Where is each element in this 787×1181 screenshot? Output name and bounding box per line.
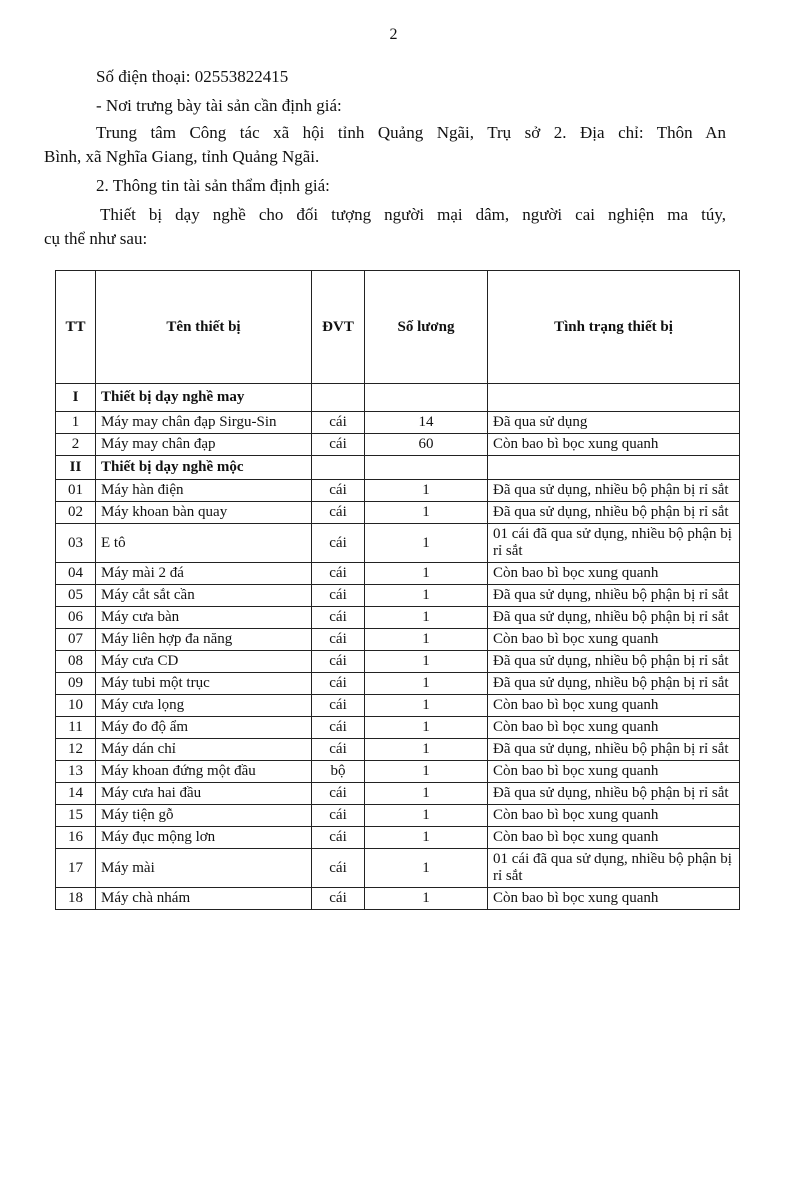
row-number: 04 (56, 563, 96, 585)
empty-cell (365, 456, 488, 480)
section-row (56, 384, 740, 412)
unit: cái (312, 651, 365, 673)
quantity: 1 (365, 805, 488, 827)
row-number: 09 (56, 673, 96, 695)
condition: Đã qua sử dụng, nhiều bộ phận bị rỉ sắt (488, 585, 740, 607)
quantity: 1 (365, 585, 488, 607)
quantity: 1 (365, 524, 488, 563)
equipment-name: Máy đục mộng lơn (96, 827, 312, 849)
quantity: 1 (365, 783, 488, 805)
equipment-name: Máy khoan đứng một đầu (96, 761, 312, 783)
unit: cái (312, 888, 365, 910)
quantity: 1 (365, 607, 488, 629)
equipment-name: Máy khoan bàn quay (96, 502, 312, 524)
table-row (56, 607, 740, 629)
table-row (56, 805, 740, 827)
empty-cell (312, 456, 365, 480)
row-number: 08 (56, 651, 96, 673)
condition: 01 cái đã qua sử dụng, nhiều bộ phận bị rỉ sắt (488, 849, 740, 888)
unit: cái (312, 563, 365, 585)
equipment-name: E tô (96, 524, 312, 563)
table-row (56, 434, 740, 456)
equipment-name: Máy cắt sắt cần (96, 585, 312, 607)
row-number: 17 (56, 849, 96, 888)
unit: cái (312, 607, 365, 629)
row-number: 18 (56, 888, 96, 910)
equipment-name: Máy cưa CD (96, 651, 312, 673)
table-row (56, 524, 740, 563)
unit: cái (312, 412, 365, 434)
unit: cái (312, 717, 365, 739)
quantity: 1 (365, 629, 488, 651)
table-row (56, 888, 740, 910)
section-row (56, 456, 740, 480)
row-number: 06 (56, 607, 96, 629)
display-place-label: - Nơi trưng bày tài sản cần định giá: (96, 96, 342, 115)
quantity: 1 (365, 563, 488, 585)
condition: Đã qua sử dụng, nhiều bộ phận bị rỉ sắt (488, 607, 740, 629)
section-2-title: 2. Thông tin tài sản thẩm định giá: (96, 176, 330, 195)
equipment-name: Máy đo độ ẩm (96, 717, 312, 739)
row-number: 05 (56, 585, 96, 607)
equipment-name: Máy mài 2 đá (96, 563, 312, 585)
table-row (56, 412, 740, 434)
row-number: 1 (56, 412, 96, 434)
table-row (56, 827, 740, 849)
unit: cái (312, 480, 365, 502)
condition: 01 cái đã qua sử dụng, nhiều bộ phận bị rỉ sắt (488, 524, 740, 563)
unit: bộ (312, 761, 365, 783)
table-header-row (56, 271, 740, 384)
row-number: 01 (56, 480, 96, 502)
empty-cell (365, 384, 488, 412)
intro-line-2: cụ thể như sau: (44, 229, 148, 248)
row-number: 13 (56, 761, 96, 783)
equipment-name: Máy tiện gỗ (96, 805, 312, 827)
quantity: 1 (365, 717, 488, 739)
equipment-name: Máy dán chỉ (96, 739, 312, 761)
condition: Còn bao bì bọc xung quanh (488, 717, 740, 739)
quantity: 1 (365, 695, 488, 717)
unit: cái (312, 695, 365, 717)
row-number: 07 (56, 629, 96, 651)
row-number: 16 (56, 827, 96, 849)
unit: cái (312, 827, 365, 849)
table-row (56, 585, 740, 607)
unit: cái (312, 585, 365, 607)
quantity: 1 (365, 888, 488, 910)
equipment-name: Máy liên hợp đa năng (96, 629, 312, 651)
quantity: 1 (365, 739, 488, 761)
quantity: 1 (365, 761, 488, 783)
row-number: 02 (56, 502, 96, 524)
table-row (56, 480, 740, 502)
condition: Đã qua sử dụng (488, 412, 740, 434)
unit: cái (312, 783, 365, 805)
equipment-name: Máy mài (96, 849, 312, 888)
unit: cái (312, 805, 365, 827)
col-header-name: Tên thiết bị (96, 271, 312, 384)
intro-line-1: Thiết bị dạy nghề cho đối tượng người mại dâm, người cai nghiện ma túy, (100, 205, 726, 224)
col-header-quantity: Số lương (365, 271, 488, 384)
unit: cái (312, 673, 365, 695)
col-header-condition: Tình trạng thiết bị (488, 271, 740, 384)
condition: Còn bao bì bọc xung quanh (488, 827, 740, 849)
equipment-name: Máy tubi một trục (96, 673, 312, 695)
empty-cell (312, 384, 365, 412)
phone-line: Số điện thoại: 02553822415 (96, 67, 289, 86)
table-row (56, 717, 740, 739)
equipment-name: Máy cưa bàn (96, 607, 312, 629)
equipment-name: Máy may chân đạp (96, 434, 312, 456)
condition: Còn bao bì bọc xung quanh (488, 761, 740, 783)
quantity: 14 (365, 412, 488, 434)
section-number: II (56, 456, 96, 480)
col-header-unit: ĐVT (312, 271, 365, 384)
table-row (56, 651, 740, 673)
section-title: Thiết bị dạy nghề mộc (96, 456, 312, 480)
equipment-table (55, 270, 740, 910)
unit: cái (312, 434, 365, 456)
row-number: 03 (56, 524, 96, 563)
quantity: 1 (365, 827, 488, 849)
row-number: 14 (56, 783, 96, 805)
equipment-name: Máy cưa hai đầu (96, 783, 312, 805)
equipment-name: Máy may chân đạp Sirgu-Sin (96, 412, 312, 434)
row-number: 2 (56, 434, 96, 456)
table-row (56, 563, 740, 585)
col-header-tt: TT (56, 271, 96, 384)
address-line-2: Bình, xã Nghĩa Giang, tỉnh Quảng Ngãi. (44, 147, 320, 166)
condition: Còn bao bì bọc xung quanh (488, 629, 740, 651)
condition: Đã qua sử dụng, nhiều bộ phận bị rỉ sắt (488, 673, 740, 695)
table-row (56, 739, 740, 761)
empty-cell (488, 384, 740, 412)
unit: cái (312, 502, 365, 524)
quantity: 1 (365, 651, 488, 673)
quantity: 1 (365, 480, 488, 502)
row-number: 11 (56, 717, 96, 739)
empty-cell (488, 456, 740, 480)
condition: Đã qua sử dụng, nhiều bộ phận bị rỉ sắt (488, 480, 740, 502)
table-row (56, 629, 740, 651)
unit: cái (312, 524, 365, 563)
condition: Đã qua sử dụng, nhiều bộ phận bị rỉ sắt (488, 651, 740, 673)
condition: Đã qua sử dụng, nhiều bộ phận bị rỉ sắt (488, 739, 740, 761)
unit: cái (312, 739, 365, 761)
quantity: 60 (365, 434, 488, 456)
address-line-1: Trung tâm Công tác xã hội tỉnh Quảng Ngãi, Trụ sở 2. Địa chỉ: Thôn An (96, 123, 726, 142)
condition: Đã qua sử dụng, nhiều bộ phận bị rỉ sắt (488, 502, 740, 524)
row-number: 10 (56, 695, 96, 717)
section-number: I (56, 384, 96, 412)
table-row (56, 502, 740, 524)
unit: cái (312, 849, 365, 888)
table-row (56, 695, 740, 717)
condition: Còn bao bì bọc xung quanh (488, 434, 740, 456)
table-row (56, 783, 740, 805)
condition: Còn bao bì bọc xung quanh (488, 888, 740, 910)
table-row (56, 673, 740, 695)
section-title: Thiết bị dạy nghề may (96, 384, 312, 412)
row-number: 12 (56, 739, 96, 761)
equipment-name: Máy hàn điện (96, 480, 312, 502)
quantity: 1 (365, 673, 488, 695)
table-row (56, 761, 740, 783)
equipment-name: Máy chà nhám (96, 888, 312, 910)
quantity: 1 (365, 849, 488, 888)
condition: Đã qua sử dụng, nhiều bộ phận bị rỉ sắt (488, 783, 740, 805)
unit: cái (312, 629, 365, 651)
quantity: 1 (365, 502, 488, 524)
condition: Còn bao bì bọc xung quanh (488, 563, 740, 585)
row-number: 15 (56, 805, 96, 827)
condition: Còn bao bì bọc xung quanh (488, 695, 740, 717)
table-row (56, 849, 740, 888)
page-number: 2 (389, 26, 398, 43)
condition: Còn bao bì bọc xung quanh (488, 805, 740, 827)
equipment-name: Máy cưa lọng (96, 695, 312, 717)
